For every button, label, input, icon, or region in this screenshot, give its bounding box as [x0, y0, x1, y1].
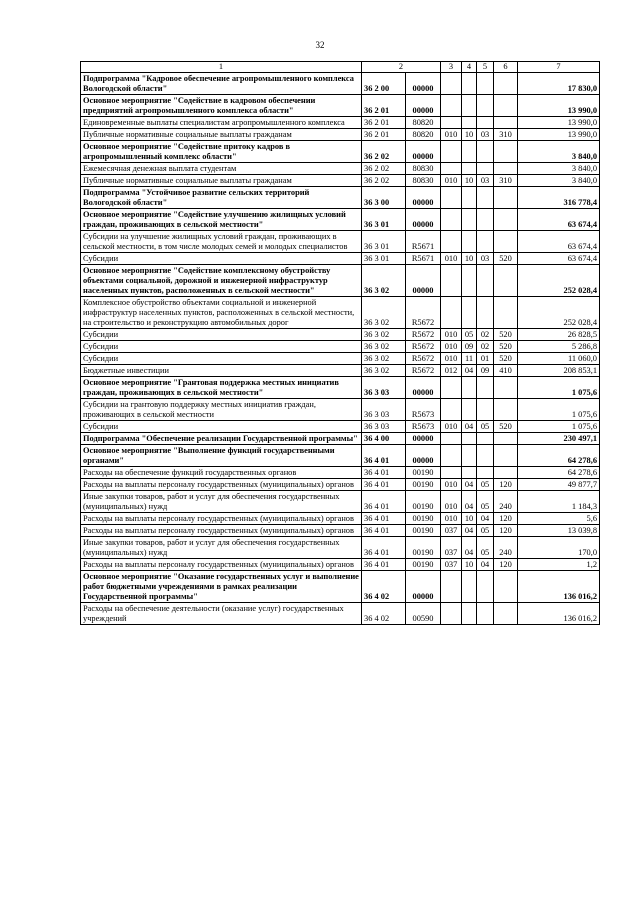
amount: 1 075,6 [518, 399, 600, 421]
target-article-direction: 80820 [406, 129, 441, 141]
ministry-code [441, 603, 462, 625]
expense-type-code [494, 377, 518, 399]
ministry-code [441, 377, 462, 399]
row-name: Иные закупки товаров, работ и услуг для обеспечения государственных (муниципальных) нужд [81, 491, 362, 513]
target-article-direction: 00190 [406, 513, 441, 525]
subsection-code [477, 73, 494, 95]
target-article-direction: 00000 [406, 377, 441, 399]
amount: 63 674,4 [518, 231, 600, 253]
target-article-program: 36 3 01 [362, 253, 406, 265]
target-article-direction: 00190 [406, 537, 441, 559]
subsection-code: 05 [477, 421, 494, 433]
expense-type-code: 520 [494, 253, 518, 265]
target-article-direction: R5671 [406, 231, 441, 253]
subsection-code: 05 [477, 525, 494, 537]
row-name: Субсидии на грантовую поддержку местных инициатив граждан, проживающих в сельской местности [81, 399, 362, 421]
table-row [81, 525, 600, 537]
target-article-direction: 00000 [406, 571, 441, 603]
row-name: Субсидии [81, 353, 362, 365]
target-article-program: 36 2 01 [362, 117, 406, 129]
section-code: 04 [462, 365, 477, 377]
section-code: 09 [462, 341, 477, 353]
target-article-direction: 00000 [406, 95, 441, 117]
row-name: Основное мероприятие "Содействие в кадровом обеспечении предприятий агропромышленного комплекса области" [81, 95, 362, 117]
expense-type-code [494, 399, 518, 421]
ministry-code [441, 73, 462, 95]
target-article-program: 36 3 03 [362, 377, 406, 399]
target-article-program: 36 3 02 [362, 341, 406, 353]
table-row [81, 329, 600, 341]
target-article-program: 36 3 00 [362, 187, 406, 209]
table-row [81, 253, 600, 265]
target-article-program: 36 4 01 [362, 513, 406, 525]
section-code [462, 445, 477, 467]
target-article-program: 36 3 02 [362, 353, 406, 365]
section-code [462, 467, 477, 479]
row-name: Основное мероприятие "Выполнение функций государственными органами" [81, 445, 362, 467]
table-row [81, 141, 600, 163]
row-name: Публичные нормативные социальные выплаты гражданам [81, 129, 362, 141]
expense-type-code: 120 [494, 513, 518, 525]
expense-type-code [494, 73, 518, 95]
amount: 3 840,0 [518, 141, 600, 163]
expense-type-code: 120 [494, 559, 518, 571]
row-name: Подпрограмма "Обеспечение реализации Государственной программы" [81, 433, 362, 445]
table-row [81, 163, 600, 175]
section-code: 10 [462, 513, 477, 525]
subsection-code [477, 141, 494, 163]
amount: 3 840,0 [518, 175, 600, 187]
section-code [462, 571, 477, 603]
target-article-direction: R5672 [406, 353, 441, 365]
amount: 64 278,6 [518, 467, 600, 479]
target-article-direction: 00000 [406, 265, 441, 297]
section-code: 04 [462, 491, 477, 513]
expense-type-code [494, 603, 518, 625]
target-article-program: 36 3 02 [362, 297, 406, 329]
target-article-direction: R5672 [406, 329, 441, 341]
amount: 170,0 [518, 537, 600, 559]
subsection-code [477, 117, 494, 129]
ministry-code [441, 187, 462, 209]
subsection-code [477, 433, 494, 445]
subsection-code [477, 467, 494, 479]
section-code: 04 [462, 537, 477, 559]
table-row [81, 187, 600, 209]
table-row [81, 209, 600, 231]
expense-type-code [494, 95, 518, 117]
target-article-program: 36 4 02 [362, 571, 406, 603]
amount: 1,2 [518, 559, 600, 571]
header-row [81, 62, 600, 73]
target-article-direction: 00000 [406, 73, 441, 95]
table-row [81, 479, 600, 491]
section-code [462, 117, 477, 129]
table-row [81, 117, 600, 129]
expense-type-code: 310 [494, 129, 518, 141]
expense-type-code [494, 117, 518, 129]
amount: 316 778,4 [518, 187, 600, 209]
table-row [81, 433, 600, 445]
header-col-7: 7 [518, 62, 600, 73]
table-row [81, 231, 600, 253]
expense-type-code: 240 [494, 537, 518, 559]
subsection-code [477, 399, 494, 421]
subsection-code [477, 571, 494, 603]
row-name: Единовременные выплаты специалистам агропромышленного комплекса [81, 117, 362, 129]
target-article-program: 36 2 01 [362, 95, 406, 117]
amount: 1 184,3 [518, 491, 600, 513]
amount: 11 060,0 [518, 353, 600, 365]
row-name: Основное мероприятие "Содействие притоку кадров в агропромышленный комплекс области" [81, 141, 362, 163]
target-article-direction: 00000 [406, 187, 441, 209]
amount: 17 830,0 [518, 73, 600, 95]
ministry-code: 037 [441, 559, 462, 571]
row-name: Ежемесячная денежная выплата студентам [81, 163, 362, 175]
section-code [462, 377, 477, 399]
row-name: Расходы на выплаты персоналу государственных (муниципальных) органов [81, 479, 362, 491]
table-row [81, 265, 600, 297]
ministry-code [441, 433, 462, 445]
row-name: Субсидии [81, 253, 362, 265]
target-article-direction: 00590 [406, 603, 441, 625]
target-article-program: 36 4 01 [362, 467, 406, 479]
target-article-program: 36 4 01 [362, 537, 406, 559]
expense-type-code: 240 [494, 491, 518, 513]
ministry-code [441, 209, 462, 231]
table-row [81, 421, 600, 433]
amount: 49 877,7 [518, 479, 600, 491]
amount: 13 990,0 [518, 117, 600, 129]
row-name: Основное мероприятие "Грантовая поддержка местных инициатив граждан, проживающих в сельской местности" [81, 377, 362, 399]
table-row [81, 365, 600, 377]
target-article-program: 36 2 02 [362, 175, 406, 187]
expense-type-code [494, 187, 518, 209]
section-code [462, 141, 477, 163]
section-code [462, 433, 477, 445]
subsection-code: 03 [477, 253, 494, 265]
ministry-code: 010 [441, 175, 462, 187]
section-code [462, 209, 477, 231]
section-code: 05 [462, 329, 477, 341]
table-row [81, 175, 600, 187]
section-code [462, 163, 477, 175]
row-name: Подпрограмма "Устойчивое развитие сельских территорий Вологодской области" [81, 187, 362, 209]
amount: 136 016,2 [518, 603, 600, 625]
target-article-program: 36 4 01 [362, 479, 406, 491]
target-article-program: 36 2 01 [362, 129, 406, 141]
subsection-code [477, 377, 494, 399]
subsection-code: 05 [477, 537, 494, 559]
subsection-code: 02 [477, 341, 494, 353]
amount: 5 286,8 [518, 341, 600, 353]
target-article-program: 36 3 02 [362, 365, 406, 377]
target-article-direction: 00190 [406, 467, 441, 479]
subsection-code [477, 95, 494, 117]
ministry-code: 010 [441, 491, 462, 513]
expense-type-code: 520 [494, 353, 518, 365]
amount: 136 016,2 [518, 571, 600, 603]
target-article-program: 36 3 02 [362, 265, 406, 297]
section-code [462, 297, 477, 329]
row-name: Расходы на выплаты персоналу государственных (муниципальных) органов [81, 513, 362, 525]
amount: 63 674,4 [518, 209, 600, 231]
target-article-direction: 00190 [406, 479, 441, 491]
subsection-code: 03 [477, 129, 494, 141]
ministry-code [441, 445, 462, 467]
expense-type-code [494, 141, 518, 163]
subsection-code: 09 [477, 365, 494, 377]
row-name: Субсидии на улучшение жилищных условий граждан, проживающих в сельской местности, в том числе молодых семей и молодых специалистов [81, 231, 362, 253]
header-col-5: 5 [477, 62, 494, 73]
ministry-code: 037 [441, 525, 462, 537]
target-article-direction: 00000 [406, 433, 441, 445]
row-name: Основное мероприятие "Содействие улучшению жилищных условий граждан, проживающих в сельской местности" [81, 209, 362, 231]
target-article-direction: R5671 [406, 253, 441, 265]
expense-type-code [494, 163, 518, 175]
expense-type-code [494, 231, 518, 253]
target-article-program: 36 3 02 [362, 329, 406, 341]
target-article-direction: 80820 [406, 117, 441, 129]
section-code [462, 231, 477, 253]
ministry-code [441, 571, 462, 603]
expense-type-code [494, 297, 518, 329]
row-name: Публичные нормативные социальные выплаты гражданам [81, 175, 362, 187]
target-article-direction: 00000 [406, 141, 441, 163]
ministry-code: 010 [441, 353, 462, 365]
header-col-3: 3 [441, 62, 462, 73]
subsection-code [477, 445, 494, 467]
target-article-program: 36 3 03 [362, 399, 406, 421]
section-code [462, 187, 477, 209]
ministry-code [441, 163, 462, 175]
amount: 13 990,0 [518, 95, 600, 117]
section-code [462, 603, 477, 625]
target-article-program: 36 4 01 [362, 491, 406, 513]
table-row [81, 297, 600, 329]
subsection-code: 03 [477, 175, 494, 187]
target-article-program: 36 3 03 [362, 421, 406, 433]
amount: 1 075,6 [518, 377, 600, 399]
ministry-code: 010 [441, 253, 462, 265]
target-article-direction: 00190 [406, 525, 441, 537]
expense-type-code: 410 [494, 365, 518, 377]
section-code [462, 399, 477, 421]
section-code [462, 73, 477, 95]
target-article-direction: R5672 [406, 297, 441, 329]
expense-type-code [494, 209, 518, 231]
subsection-code: 05 [477, 491, 494, 513]
ministry-code [441, 95, 462, 117]
target-article-direction: R5673 [406, 421, 441, 433]
table-row [81, 95, 600, 117]
section-code: 11 [462, 353, 477, 365]
row-name: Субсидии [81, 341, 362, 353]
amount: 26 828,5 [518, 329, 600, 341]
ministry-code: 010 [441, 513, 462, 525]
target-article-program: 36 4 01 [362, 445, 406, 467]
table-row [81, 353, 600, 365]
table-row [81, 537, 600, 559]
table-row [81, 341, 600, 353]
table-row [81, 445, 600, 467]
expense-type-code [494, 467, 518, 479]
target-article-direction: 00190 [406, 559, 441, 571]
ministry-code [441, 467, 462, 479]
row-name: Иные закупки товаров, работ и услуг для обеспечения государственных (муниципальных) нужд [81, 537, 362, 559]
expense-type-code [494, 433, 518, 445]
section-code [462, 265, 477, 297]
subsection-code [477, 297, 494, 329]
target-article-program: 36 2 02 [362, 163, 406, 175]
table-row [81, 571, 600, 603]
amount: 64 278,6 [518, 445, 600, 467]
table-row [81, 129, 600, 141]
amount: 5,6 [518, 513, 600, 525]
row-name: Комплексное обустройство объектами социальной и инженерной инфраструктур населенных пунктов, расположенных в сельской местности, на строительство и реконструкцию автомобильных дорог [81, 297, 362, 329]
amount: 252 028,4 [518, 297, 600, 329]
target-article-direction: 80830 [406, 163, 441, 175]
target-article-direction: 00000 [406, 445, 441, 467]
amount: 3 840,0 [518, 163, 600, 175]
header-col-1: 1 [81, 62, 362, 73]
subsection-code: 04 [477, 559, 494, 571]
ministry-code [441, 399, 462, 421]
row-name: Основное мероприятие "Оказание государственных услуг и выполнение работ бюджетными учреждениями в рамках реализации Государственной программы" [81, 571, 362, 603]
header-col-6: 6 [494, 62, 518, 73]
table-body [81, 73, 600, 625]
section-code: 04 [462, 525, 477, 537]
row-name: Расходы на выплаты персоналу государственных (муниципальных) органов [81, 525, 362, 537]
row-name: Расходы на обеспечение деятельности (оказание услуг) государственных учреждений [81, 603, 362, 625]
expense-type-code [494, 445, 518, 467]
target-article-direction: R5672 [406, 341, 441, 353]
amount: 13 039,8 [518, 525, 600, 537]
target-article-program: 36 4 00 [362, 433, 406, 445]
row-name: Основное мероприятие "Содействие комплексному обустройству объектами социальной, дорожной и инженерной инфраструктур населенных пунктов, расположенных в сельской местности" [81, 265, 362, 297]
section-code: 10 [462, 559, 477, 571]
expense-type-code: 520 [494, 341, 518, 353]
amount: 63 674,4 [518, 253, 600, 265]
amount: 13 990,0 [518, 129, 600, 141]
table-row [81, 603, 600, 625]
ministry-code: 010 [441, 129, 462, 141]
target-article-direction: R5672 [406, 365, 441, 377]
subsection-code: 05 [477, 479, 494, 491]
table-row [81, 377, 600, 399]
ministry-code [441, 265, 462, 297]
section-code: 10 [462, 253, 477, 265]
subsection-code [477, 603, 494, 625]
table-row [81, 399, 600, 421]
page-number: 32 [315, 40, 325, 50]
target-article-program: 36 2 00 [362, 73, 406, 95]
target-article-direction: 00190 [406, 491, 441, 513]
target-article-direction: R5673 [406, 399, 441, 421]
row-name: Расходы на выплаты персоналу государственных (муниципальных) органов [81, 559, 362, 571]
ministry-code [441, 141, 462, 163]
ministry-code [441, 297, 462, 329]
ministry-code: 010 [441, 329, 462, 341]
subsection-code: 01 [477, 353, 494, 365]
section-code: 10 [462, 129, 477, 141]
expense-type-code [494, 265, 518, 297]
subsection-code: 02 [477, 329, 494, 341]
ministry-code [441, 117, 462, 129]
target-article-program: 36 4 02 [362, 603, 406, 625]
expense-type-code: 120 [494, 525, 518, 537]
target-article-program: 36 4 01 [362, 559, 406, 571]
row-name: Бюджетные инвестиции [81, 365, 362, 377]
target-article-program: 36 3 01 [362, 231, 406, 253]
target-article-program: 36 2 02 [362, 141, 406, 163]
subsection-code [477, 187, 494, 209]
section-code: 10 [462, 175, 477, 187]
section-code: 04 [462, 421, 477, 433]
table-row [81, 559, 600, 571]
amount: 252 028,4 [518, 265, 600, 297]
ministry-code: 010 [441, 479, 462, 491]
table-row [81, 491, 600, 513]
budget-table [80, 61, 600, 625]
subsection-code [477, 163, 494, 175]
target-article-direction: 80830 [406, 175, 441, 187]
target-article-program: 36 4 01 [362, 525, 406, 537]
header-col-4: 4 [462, 62, 477, 73]
subsection-code: 04 [477, 513, 494, 525]
target-article-program: 36 3 01 [362, 209, 406, 231]
ministry-code: 037 [441, 537, 462, 559]
amount: 230 497,1 [518, 433, 600, 445]
subsection-code [477, 209, 494, 231]
amount: 208 853,1 [518, 365, 600, 377]
row-name: Расходы на обеспечение функций государственных органов [81, 467, 362, 479]
expense-type-code: 520 [494, 421, 518, 433]
row-name: Подпрограмма "Кадровое обеспечение агропромышленного комплекса Вологодской области" [81, 73, 362, 95]
table-row [81, 467, 600, 479]
expense-type-code: 310 [494, 175, 518, 187]
row-name: Субсидии [81, 329, 362, 341]
subsection-code [477, 265, 494, 297]
amount: 1 075,6 [518, 421, 600, 433]
expense-type-code: 120 [494, 479, 518, 491]
table-row [81, 73, 600, 95]
expense-type-code: 520 [494, 329, 518, 341]
row-name: Субсидии [81, 421, 362, 433]
ministry-code: 012 [441, 365, 462, 377]
table-row [81, 513, 600, 525]
ministry-code: 010 [441, 341, 462, 353]
section-code: 04 [462, 479, 477, 491]
expense-type-code [494, 571, 518, 603]
header-col-2: 2 [362, 62, 441, 73]
section-code [462, 95, 477, 117]
subsection-code [477, 231, 494, 253]
ministry-code: 010 [441, 421, 462, 433]
target-article-direction: 00000 [406, 209, 441, 231]
ministry-code [441, 231, 462, 253]
